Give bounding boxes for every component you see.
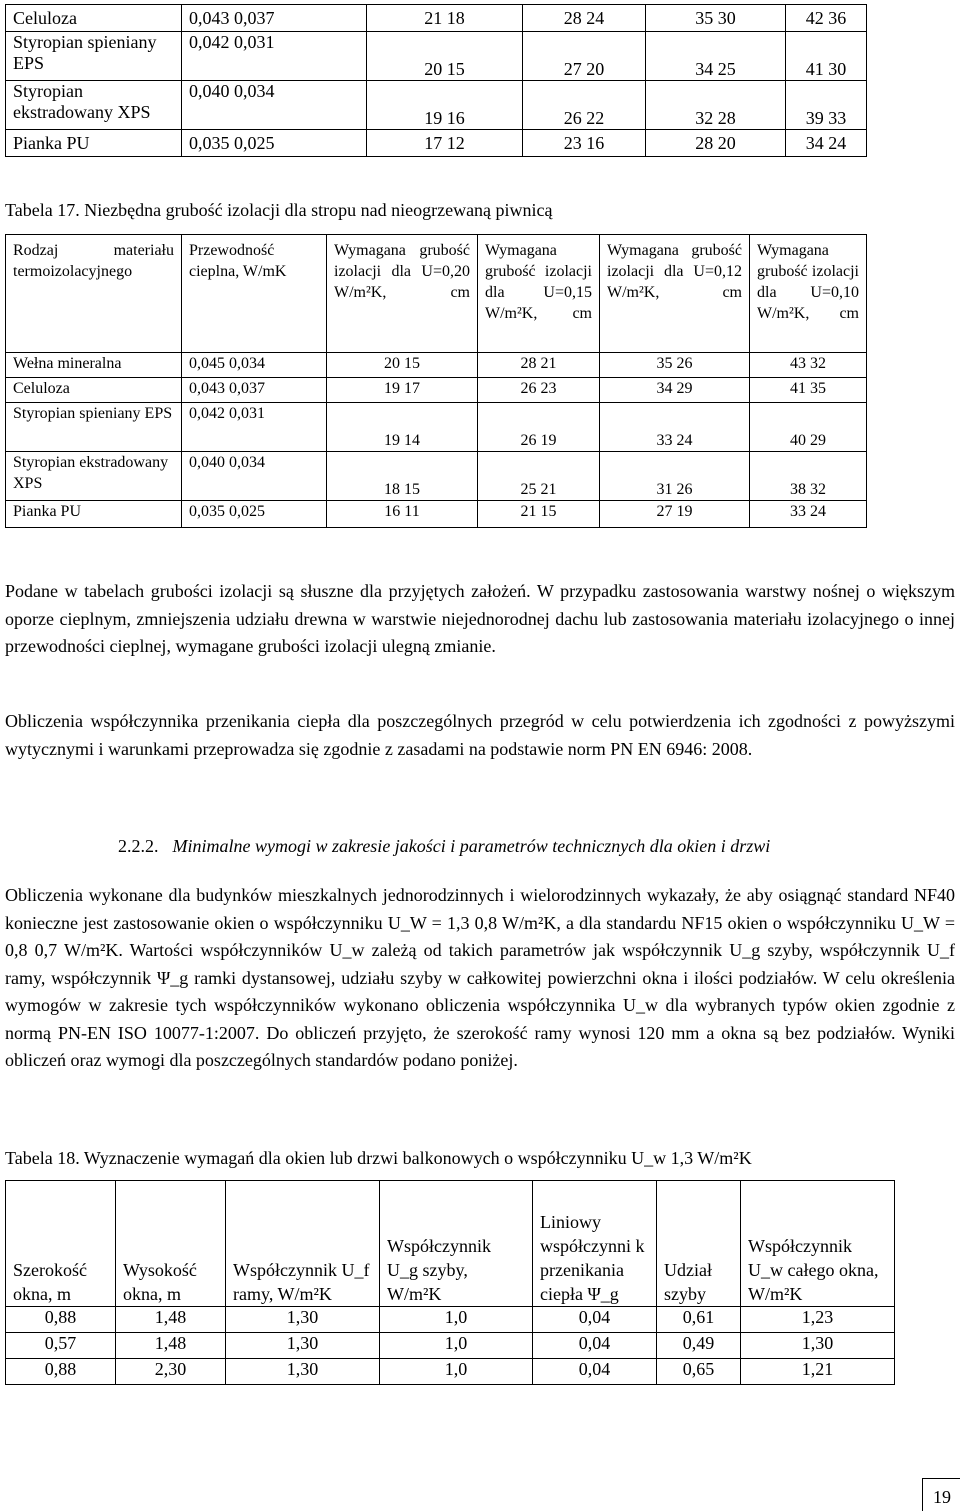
page-number: 19 (933, 1487, 951, 1507)
thickness-cell: 16 11 (327, 501, 478, 528)
thickness-cell: 31 26 (600, 452, 750, 501)
table-row (6, 130, 867, 157)
table-row (6, 32, 867, 81)
thickness-cell: 34 24 (786, 130, 867, 157)
thickness-cell: 21 18 (367, 5, 523, 32)
material-cell: Pianka PU (6, 130, 182, 157)
table-cell: 1,30 (226, 1333, 380, 1359)
conductivity-cell: 0,045 0,034 (182, 353, 327, 378)
table-cell: 1,30 (741, 1333, 895, 1359)
table-cell: 1,48 (116, 1333, 226, 1359)
table-cell: 0,04 (533, 1359, 657, 1385)
thickness-cell: 19 17 (327, 378, 478, 403)
section-number: 2.2.2. (118, 836, 159, 856)
table-cell: 0,88 (6, 1359, 116, 1385)
table-cell: 1,0 (380, 1359, 533, 1385)
thickness-cell: 35 30 (646, 5, 786, 32)
table-cell: 0,88 (6, 1307, 116, 1333)
column-header: Współczynnik U_g szyby, W/m²K (380, 1181, 533, 1307)
table-row (6, 353, 867, 378)
thickness-cell: 34 29 (600, 378, 750, 403)
material-cell: Styropian spieniany EPS (6, 403, 182, 452)
conductivity-cell: 0,042 0,031 (182, 32, 367, 81)
thickness-cell: 35 26 (600, 353, 750, 378)
column-header: Liniowy współczynni k przenikania ciepła Ψ_g (533, 1181, 657, 1307)
table-row (6, 81, 867, 130)
thickness-cell: 25 21 (478, 452, 600, 501)
material-cell: Styropian ekstradowany XPS (6, 452, 182, 501)
conductivity-cell: 0,043 0,037 (182, 378, 327, 403)
thickness-cell: 28 21 (478, 353, 600, 378)
table-row (6, 1333, 895, 1359)
thickness-cell: 26 23 (478, 378, 600, 403)
conductivity-cell: 0,042 0,031 (182, 403, 327, 452)
thickness-cell: 26 22 (523, 81, 646, 130)
thickness-cell: 20 15 (367, 32, 523, 81)
conductivity-cell: 0,035 0,025 (182, 501, 327, 528)
thickness-cell: 17 12 (367, 130, 523, 157)
table-row (6, 403, 867, 452)
table-row (6, 378, 867, 403)
column-header: Szerokość okna, m (6, 1181, 116, 1307)
conductivity-cell: 0,040 0,034 (182, 452, 327, 501)
thickness-cell: 18 15 (327, 452, 478, 501)
material-cell: Styropian spieniany EPS (6, 32, 182, 81)
conductivity-cell: 0,040 0,034 (182, 81, 367, 130)
table-cell: 1,21 (741, 1359, 895, 1385)
table-row (6, 1359, 895, 1385)
thickness-cell: 34 25 (646, 32, 786, 81)
material-cell: Celuloza (6, 5, 182, 32)
table-header-row (6, 1181, 895, 1307)
thickness-cell: 41 30 (786, 32, 867, 81)
table-cell: 1,48 (116, 1307, 226, 1333)
thickness-cell: 20 15 (327, 353, 478, 378)
table-cell: 1,30 (226, 1307, 380, 1333)
column-header: Przewodność cieplna, W/mK (182, 235, 327, 353)
table-18-caption: Tabela 18. Wyznaczenie wymagań dla okien lub drzwi balkonowych o współczynniku U_w 1,3 W/m²K (5, 1148, 752, 1168)
conductivity-cell: 0,035 0,025 (182, 130, 367, 157)
thickness-cell: 27 20 (523, 32, 646, 81)
column-header: Współczynnik U_f ramy, W/m²K (226, 1181, 380, 1307)
thickness-cell: 39 33 (786, 81, 867, 130)
table-row (6, 452, 867, 501)
table-cell: 0,04 (533, 1307, 657, 1333)
thickness-cell: 26 19 (478, 403, 600, 452)
table-cell: 2,30 (116, 1359, 226, 1385)
column-header: Udział szyby (657, 1181, 741, 1307)
column-header: Wymagana grubość izolacji dla U=0,12 W/m²K, cm (600, 235, 750, 353)
table-cell: 1,23 (741, 1307, 895, 1333)
column-header: Wymagana grubość izolacji dla U=0,10 W/m²K, cm (750, 235, 867, 353)
section-heading (118, 836, 770, 857)
material-cell: Styropian ekstradowany XPS (6, 81, 182, 130)
material-cell: Pianka PU (6, 501, 182, 528)
thickness-cell: 19 16 (367, 81, 523, 130)
column-header: Wymagana grubość izolacji dla U=0,15 W/m²K, cm (478, 235, 600, 353)
thickness-cell: 42 36 (786, 5, 867, 32)
material-cell: Celuloza (6, 378, 182, 403)
column-header: Wysokość okna, m (116, 1181, 226, 1307)
thickness-cell: 33 24 (750, 501, 867, 528)
thickness-cell: 23 16 (523, 130, 646, 157)
table-18 (5, 1180, 895, 1385)
thickness-cell: 40 29 (750, 403, 867, 452)
section-title: Minimalne wymogi w zakresie jakości i parametrów technicznych dla okien i drzwi (172, 836, 771, 856)
thickness-cell: 28 24 (523, 5, 646, 32)
thickness-cell: 21 15 (478, 501, 600, 528)
conductivity-cell: 0,043 0,037 (182, 5, 367, 32)
table-row (6, 501, 867, 528)
table-17-caption: Tabela 17. Niezbędna grubość izolacji dla stropu nad nieogrzewaną piwnicą (5, 200, 553, 220)
table-cell: 0,04 (533, 1333, 657, 1359)
table-cell: 0,65 (657, 1359, 741, 1385)
column-header: Współczynnik U_w całego okna, W/m²K (741, 1181, 895, 1307)
table-row (6, 1307, 895, 1333)
paragraph-assumptions: Podane w tabelach grubości izolacji są słuszne dla przyjętych założeń. W przypadku zastosowania warstwy nośnej o większym oporze cieplnym, zmniejszenia udziału drewna w warstwie niejednorodnej dachu lub zastosowania materiału izolacyjnego o innej przewodności cieplnej, wymagane grubości izolacji ulegną zmianie. (5, 581, 955, 656)
thickness-cell: 27 19 (600, 501, 750, 528)
table-cell: 1,0 (380, 1333, 533, 1359)
table-cell: 0,61 (657, 1307, 741, 1333)
table-cell: 1,0 (380, 1307, 533, 1333)
thickness-cell: 19 14 (327, 403, 478, 452)
table-17 (5, 234, 867, 528)
thickness-cell: 33 24 (600, 403, 750, 452)
table-cell: 1,30 (226, 1359, 380, 1385)
material-cell: Wełna mineralna (6, 353, 182, 378)
column-header: Rodzaj materiału termoizolacyjnego (6, 235, 182, 353)
table-header-row (6, 235, 867, 353)
paragraph-calculations: Obliczenia współczynnika przenikania ciepła dla poszczególnych przegród w celu potwierdzenia ich zgodności z powyższymi wytycznymi i warunkami przeprowadza się zgodnie z zasadami na podstawie norm PN EN 6946: 2008. (5, 711, 955, 759)
thickness-cell: 38 32 (750, 452, 867, 501)
paragraph-window-requirements: Obliczenia wykonane dla budynków mieszkalnych jednorodzinnych i wielorodzinnych wykazały, że aby osiągnąć standard NF40 konieczne jest zastosowanie okien o współczynniku U_W = 1,3 0,8 W/m²K, a dla standardu NF15 okien o współczynniku U_W = 0,8 0,7 W/m²K. Wartości współczynników U_w zależą od takich parametrów jak współczynnik U_g szyby, współczynnik U_f ramy, współczynnik Ψ_g ramki dystansowej, udziału szyby w całkowitej powierzchni okna i ilości podziałów. W celu określenia wymogów w zakresie tych współczynników wykonano obliczenia współczynnika U_w dla wybranych typów okien zgodnie z normą PN-EN ISO 10077-1:2007. Do obliczeń przyjęto, że szerokość ramy wynosi 120 mm a okna są bez podziałów. Wyniki obliczeń oraz wymogi dla poszczególnych standardów podano poniżej. (5, 885, 955, 1070)
table-cell: 0,49 (657, 1333, 741, 1359)
thickness-cell: 32 28 (646, 81, 786, 130)
table-row (6, 5, 867, 32)
thickness-cell: 41 35 (750, 378, 867, 403)
thickness-cell: 28 20 (646, 130, 786, 157)
table-cell: 0,57 (6, 1333, 116, 1359)
column-header: Wymagana grubość izolacji dla U=0,20 W/m²K, cm (327, 235, 478, 353)
thickness-cell: 43 32 (750, 353, 867, 378)
insulation-table-continued (5, 4, 867, 157)
